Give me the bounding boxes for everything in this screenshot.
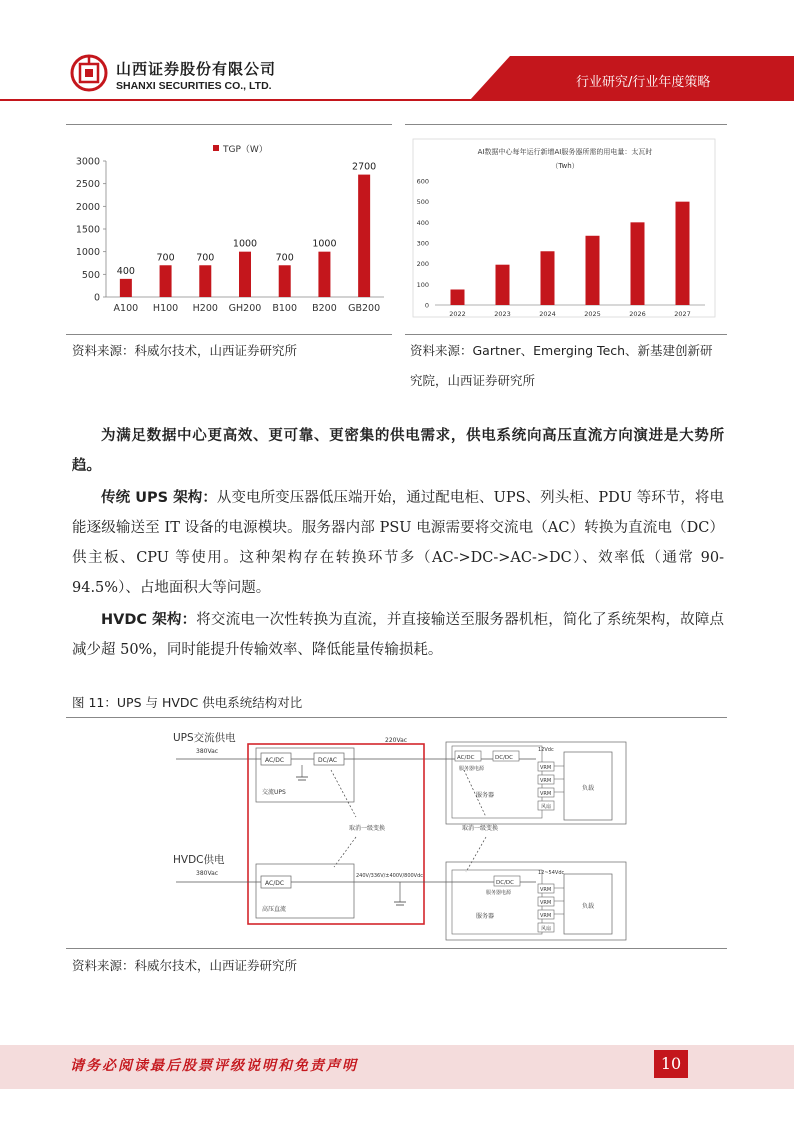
bar bbox=[239, 252, 251, 297]
x-tick-label: GB200 bbox=[348, 303, 381, 314]
x-tick-label: H200 bbox=[192, 303, 218, 314]
psu-label: 服务器电源 bbox=[459, 766, 485, 772]
bar bbox=[120, 279, 132, 297]
bar bbox=[318, 252, 330, 297]
vrm-3: VRM bbox=[540, 791, 552, 797]
source-right-2: 究院，山西证券研究所 bbox=[410, 373, 536, 388]
ups-hvdc-diagram bbox=[66, 722, 727, 944]
source-right-1: 资料来源：Gartner、Emerging Tech、新基建创新研 bbox=[410, 343, 713, 358]
fan-2: 风扇 bbox=[541, 926, 552, 932]
vrm-2: VRM bbox=[540, 778, 552, 784]
paragraph-3-lead: HVDC 架构： bbox=[101, 612, 197, 628]
x-tick-label: 2027 bbox=[674, 310, 691, 318]
psu-label-2: 服务器电源 bbox=[486, 890, 512, 896]
data-label: 400 bbox=[116, 265, 135, 277]
page-number: 10 bbox=[654, 1050, 688, 1078]
fan-1: 风扇 bbox=[541, 804, 552, 810]
paragraph-1-text: 为满足数据中心更高效、更可靠、更密集的供电需求，供电系统向高压直流方向演进是大势所趋。 bbox=[72, 428, 724, 474]
divider bbox=[66, 717, 727, 718]
server-acdc: AC/DC bbox=[457, 755, 475, 761]
figure-title: 图 11：UPS 与 HVDC 供电系统结构对比 bbox=[72, 695, 303, 710]
source-left: 资料来源：科威尔技术，山西证券研究所 bbox=[72, 343, 298, 358]
x-tick-label: 2022 bbox=[449, 310, 466, 318]
x-tick-label: 2023 bbox=[494, 310, 511, 318]
page-header bbox=[0, 0, 794, 100]
bar bbox=[358, 175, 370, 297]
paragraph-2 bbox=[72, 483, 724, 603]
bar bbox=[541, 251, 555, 305]
hvdc-acdc: AC/DC bbox=[265, 880, 285, 887]
y-tick-label: 1000 bbox=[75, 247, 100, 259]
y-tick-label: 3000 bbox=[75, 156, 100, 168]
voltage-1254: 12~54Vdc bbox=[538, 870, 565, 876]
voltage-12: 12Vdc bbox=[538, 747, 554, 753]
ups-dcac: DC/AC bbox=[318, 757, 338, 764]
voltage-380-a: 380Vac bbox=[196, 748, 219, 755]
x-tick-label: 2024 bbox=[539, 310, 556, 318]
header-divider bbox=[0, 99, 794, 101]
load-1: 负载 bbox=[582, 785, 595, 792]
divider bbox=[66, 334, 392, 335]
bar bbox=[199, 265, 211, 297]
x-tick-label: B200 bbox=[312, 303, 337, 314]
bar bbox=[160, 265, 172, 297]
paragraph-1 bbox=[72, 421, 724, 481]
y-tick-label: 0 bbox=[93, 292, 100, 304]
cancel-step-2: 取消一级变换 bbox=[462, 825, 499, 832]
paragraph-3 bbox=[72, 605, 724, 665]
paragraph-3-text: 将交流电一次性转换为直流，并直接输送至服务器机柜，简化了系统架构，故障点减少超 50%，同时能提升传输效率、降低能量传输损耗。 bbox=[72, 612, 724, 658]
vrm-4: VRM bbox=[540, 887, 552, 893]
vrm-5: VRM bbox=[540, 900, 552, 906]
cancel-step-1: 取消一级变换 bbox=[349, 825, 386, 832]
paragraph-2-lead: 传统 UPS 架构： bbox=[101, 490, 217, 506]
divider bbox=[66, 948, 727, 949]
bar bbox=[496, 265, 510, 305]
chart-title: AI数据中心每年运行新增AI服务器所需的用电量：太瓦时 bbox=[477, 148, 653, 156]
bar bbox=[631, 222, 645, 305]
data-label: 700 bbox=[275, 252, 294, 264]
y-tick-label: 1500 bbox=[75, 224, 100, 236]
company-name-cn: 山西证券股份有限公司 bbox=[116, 60, 277, 78]
x-tick-label: B100 bbox=[272, 303, 298, 314]
divider bbox=[405, 334, 727, 335]
y-tick-label: 500 bbox=[416, 198, 429, 207]
data-label: 1000 bbox=[312, 238, 337, 250]
hv-dc-label: 高压直流 bbox=[262, 906, 287, 913]
server-label-2: 服务器 bbox=[476, 913, 495, 920]
hv-voltage: 240V/336V/±400V/800Vdc bbox=[356, 873, 424, 879]
bar bbox=[451, 290, 465, 306]
x-tick-label: H100 bbox=[152, 303, 179, 314]
tgp-bar-chart bbox=[66, 135, 392, 325]
ups-acdc: AC/DC bbox=[265, 757, 285, 764]
chart-title-unit: （Twh） bbox=[551, 162, 579, 170]
server-label: 服务器 bbox=[476, 792, 495, 799]
vrm-6: VRM bbox=[540, 913, 552, 919]
paragraph-2-text: 从变电所变压器低压端开始，通过配电柜、UPS、列头柜、PDU 等环节，将电能逐级输送至 IT 设备的电源模块。服务器内部 PSU 电源需要将交流电（AC）转换为直流电（DC）供主板、CPU 等使用。这种架构存在转换环节多（AC->DC->AC->DC）、效率低（通常 90-94.5%）、占地面积大等问题。 bbox=[72, 490, 724, 596]
x-tick-label: 2025 bbox=[584, 310, 601, 318]
legend-label: TGP（W） bbox=[223, 145, 268, 155]
data-label: 700 bbox=[196, 252, 215, 264]
x-tick-label: GH200 bbox=[228, 303, 262, 314]
data-label: 2700 bbox=[352, 161, 377, 173]
bar bbox=[586, 236, 600, 305]
ai-power-bar-chart bbox=[405, 135, 727, 325]
footer-disclaimer: 请务必阅读最后股票评级说明和免责声明 bbox=[70, 1058, 358, 1074]
vrm-1: VRM bbox=[540, 765, 552, 771]
divider bbox=[405, 124, 727, 125]
y-tick-label: 2000 bbox=[75, 201, 100, 213]
bar bbox=[279, 265, 291, 297]
data-label: 700 bbox=[156, 252, 175, 264]
bar bbox=[676, 202, 690, 305]
y-tick-label: 200 bbox=[416, 260, 429, 269]
report-type: 行业研究/行业年度策略 bbox=[576, 75, 711, 90]
x-tick-label: A100 bbox=[113, 303, 139, 314]
ac-ups-label: 交流UPS bbox=[262, 789, 286, 796]
source-figure: 资料来源：科威尔技术，山西证券研究所 bbox=[72, 958, 298, 973]
y-tick-label: 400 bbox=[416, 218, 429, 227]
server-dcdc: DC/DC bbox=[495, 755, 514, 761]
y-tick-label: 600 bbox=[416, 177, 429, 186]
y-tick-label: 500 bbox=[81, 269, 100, 281]
y-tick-label: 300 bbox=[416, 239, 429, 248]
y-tick-label: 2500 bbox=[75, 179, 100, 191]
data-label: 1000 bbox=[232, 238, 258, 250]
ups-label: UPS交流供电 bbox=[173, 732, 236, 744]
hvdc-server-dcdc: DC/DC bbox=[496, 880, 515, 886]
y-tick-label: 100 bbox=[416, 280, 429, 289]
voltage-220: 220Vac bbox=[385, 737, 408, 744]
y-tick-label: 0 bbox=[424, 301, 429, 310]
company-logo-icon bbox=[70, 54, 108, 92]
voltage-380-b: 380Vac bbox=[196, 870, 219, 877]
x-tick-label: 2026 bbox=[629, 310, 646, 318]
company-name-en: SHANXI SECURITIES CO., LTD. bbox=[116, 80, 272, 92]
highlight-box bbox=[248, 744, 424, 924]
hvdc-label: HVDC供电 bbox=[173, 854, 225, 866]
legend-swatch bbox=[213, 145, 219, 151]
load-2: 负载 bbox=[582, 903, 595, 910]
divider bbox=[66, 124, 392, 125]
